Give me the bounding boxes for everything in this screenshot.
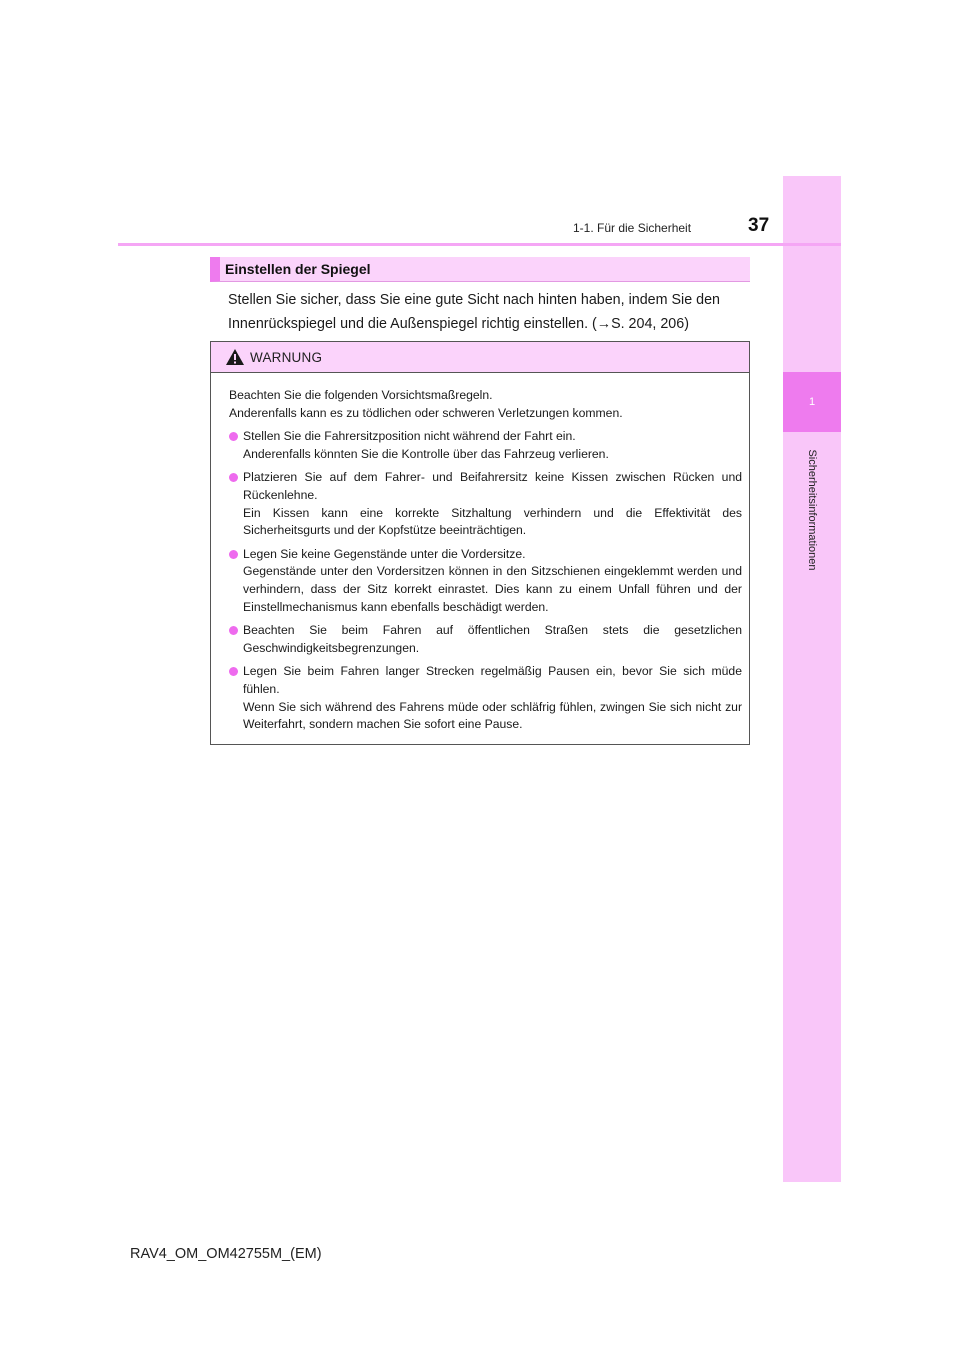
bullet-icon [229, 667, 238, 676]
header-rule [118, 243, 841, 246]
chapter-side-tab [783, 176, 841, 1182]
chapter-number: 1 [808, 396, 816, 408]
warning-intro-line-2: Anderenfalls kann es zu tödlichen oder schweren Verletzungen kommen. [229, 405, 623, 420]
section-intro [228, 288, 748, 336]
bullet-icon [229, 626, 238, 635]
warning-item [229, 469, 742, 539]
warning-item-line-2: Gegenstände unter den Vordersitzen können in den Sitzschienen eingeklemmt werden und verhindern, dass der Sitz korrekt einrastet. Dies kann zu einem Unfall führen und der Einstellmechanismus kann ebenfalls beschädigt werden. [243, 564, 742, 614]
bullet-icon [229, 432, 238, 441]
warning-intro [229, 387, 742, 422]
page-number: 37 [748, 215, 770, 236]
intro-line-1: Stellen Sie sicher, dass Sie eine gute Sicht nach hinten haben, indem Sie den [228, 292, 720, 308]
bullet-icon [229, 550, 238, 559]
warning-box [210, 341, 750, 745]
warning-intro-line-1: Beachten Sie die folgenden Vorsichtsmaßregeln. [229, 388, 493, 402]
warning-header [211, 342, 749, 373]
warning-item [229, 546, 742, 616]
warning-item-line-1: Legen Sie beim Fahren langer Strecken regelmäßig Pausen ein, bevor Sie sich müde fühlen. [243, 664, 742, 696]
warning-item [229, 663, 742, 733]
intro-line-2: Innenrückspiegel und die Außenspiegel richtig einstellen. (→S. 204, 206) [228, 316, 689, 332]
section-heading [210, 257, 750, 282]
header-section-title: 1-1. Für die Sicherheit [573, 221, 692, 235]
warning-item-line-2: Ein Kissen kann eine korrekte Sitzhaltung verhindern und die Effektivität des Sicherheitsgurts und der Kopfstütze beeinträchtigen. [243, 505, 742, 538]
warning-item-line-1: Beachten Sie beim Fahren auf öffentlichen Straßen stets die gesetzlichen Geschwindigkeitsbegrenzungen. [243, 623, 742, 655]
warning-item [229, 428, 742, 463]
warning-item-line-1: Stellen Sie die Fahrersitzposition nicht während der Fahrt ein. [243, 429, 576, 444]
warning-item-line-2: Anderenfalls könnten Sie die Kontrolle über das Fahrzeug verlieren. [243, 446, 609, 461]
bullet-icon [229, 473, 238, 482]
chapter-label: Sicherheitsinformationen [806, 449, 818, 571]
warning-item-line-1: Platzieren Sie auf dem Fahrer- und Beifahrersitz keine Kissen zwischen Rücken und Rückenlehne. [243, 470, 742, 502]
warning-body [211, 373, 749, 734]
footer-document-code: RAV4_OM_OM42755M_(EM) [130, 1246, 322, 1262]
warning-item [229, 622, 742, 657]
warning-item-line-2: Wenn Sie sich während des Fahrens müde oder schläfrig fühlen, zwingen Sie sich nicht zur Weiterfahrt, sondern machen Sie sofort eine Pause. [243, 699, 742, 732]
warning-triangle-icon [225, 348, 245, 366]
warning-title: WARNUNG [250, 349, 323, 365]
warning-item-line-1: Legen Sie keine Gegenstände unter die Vordersitze. [243, 546, 526, 561]
section-heading-text: Einstellen der Spiegel [225, 261, 371, 277]
